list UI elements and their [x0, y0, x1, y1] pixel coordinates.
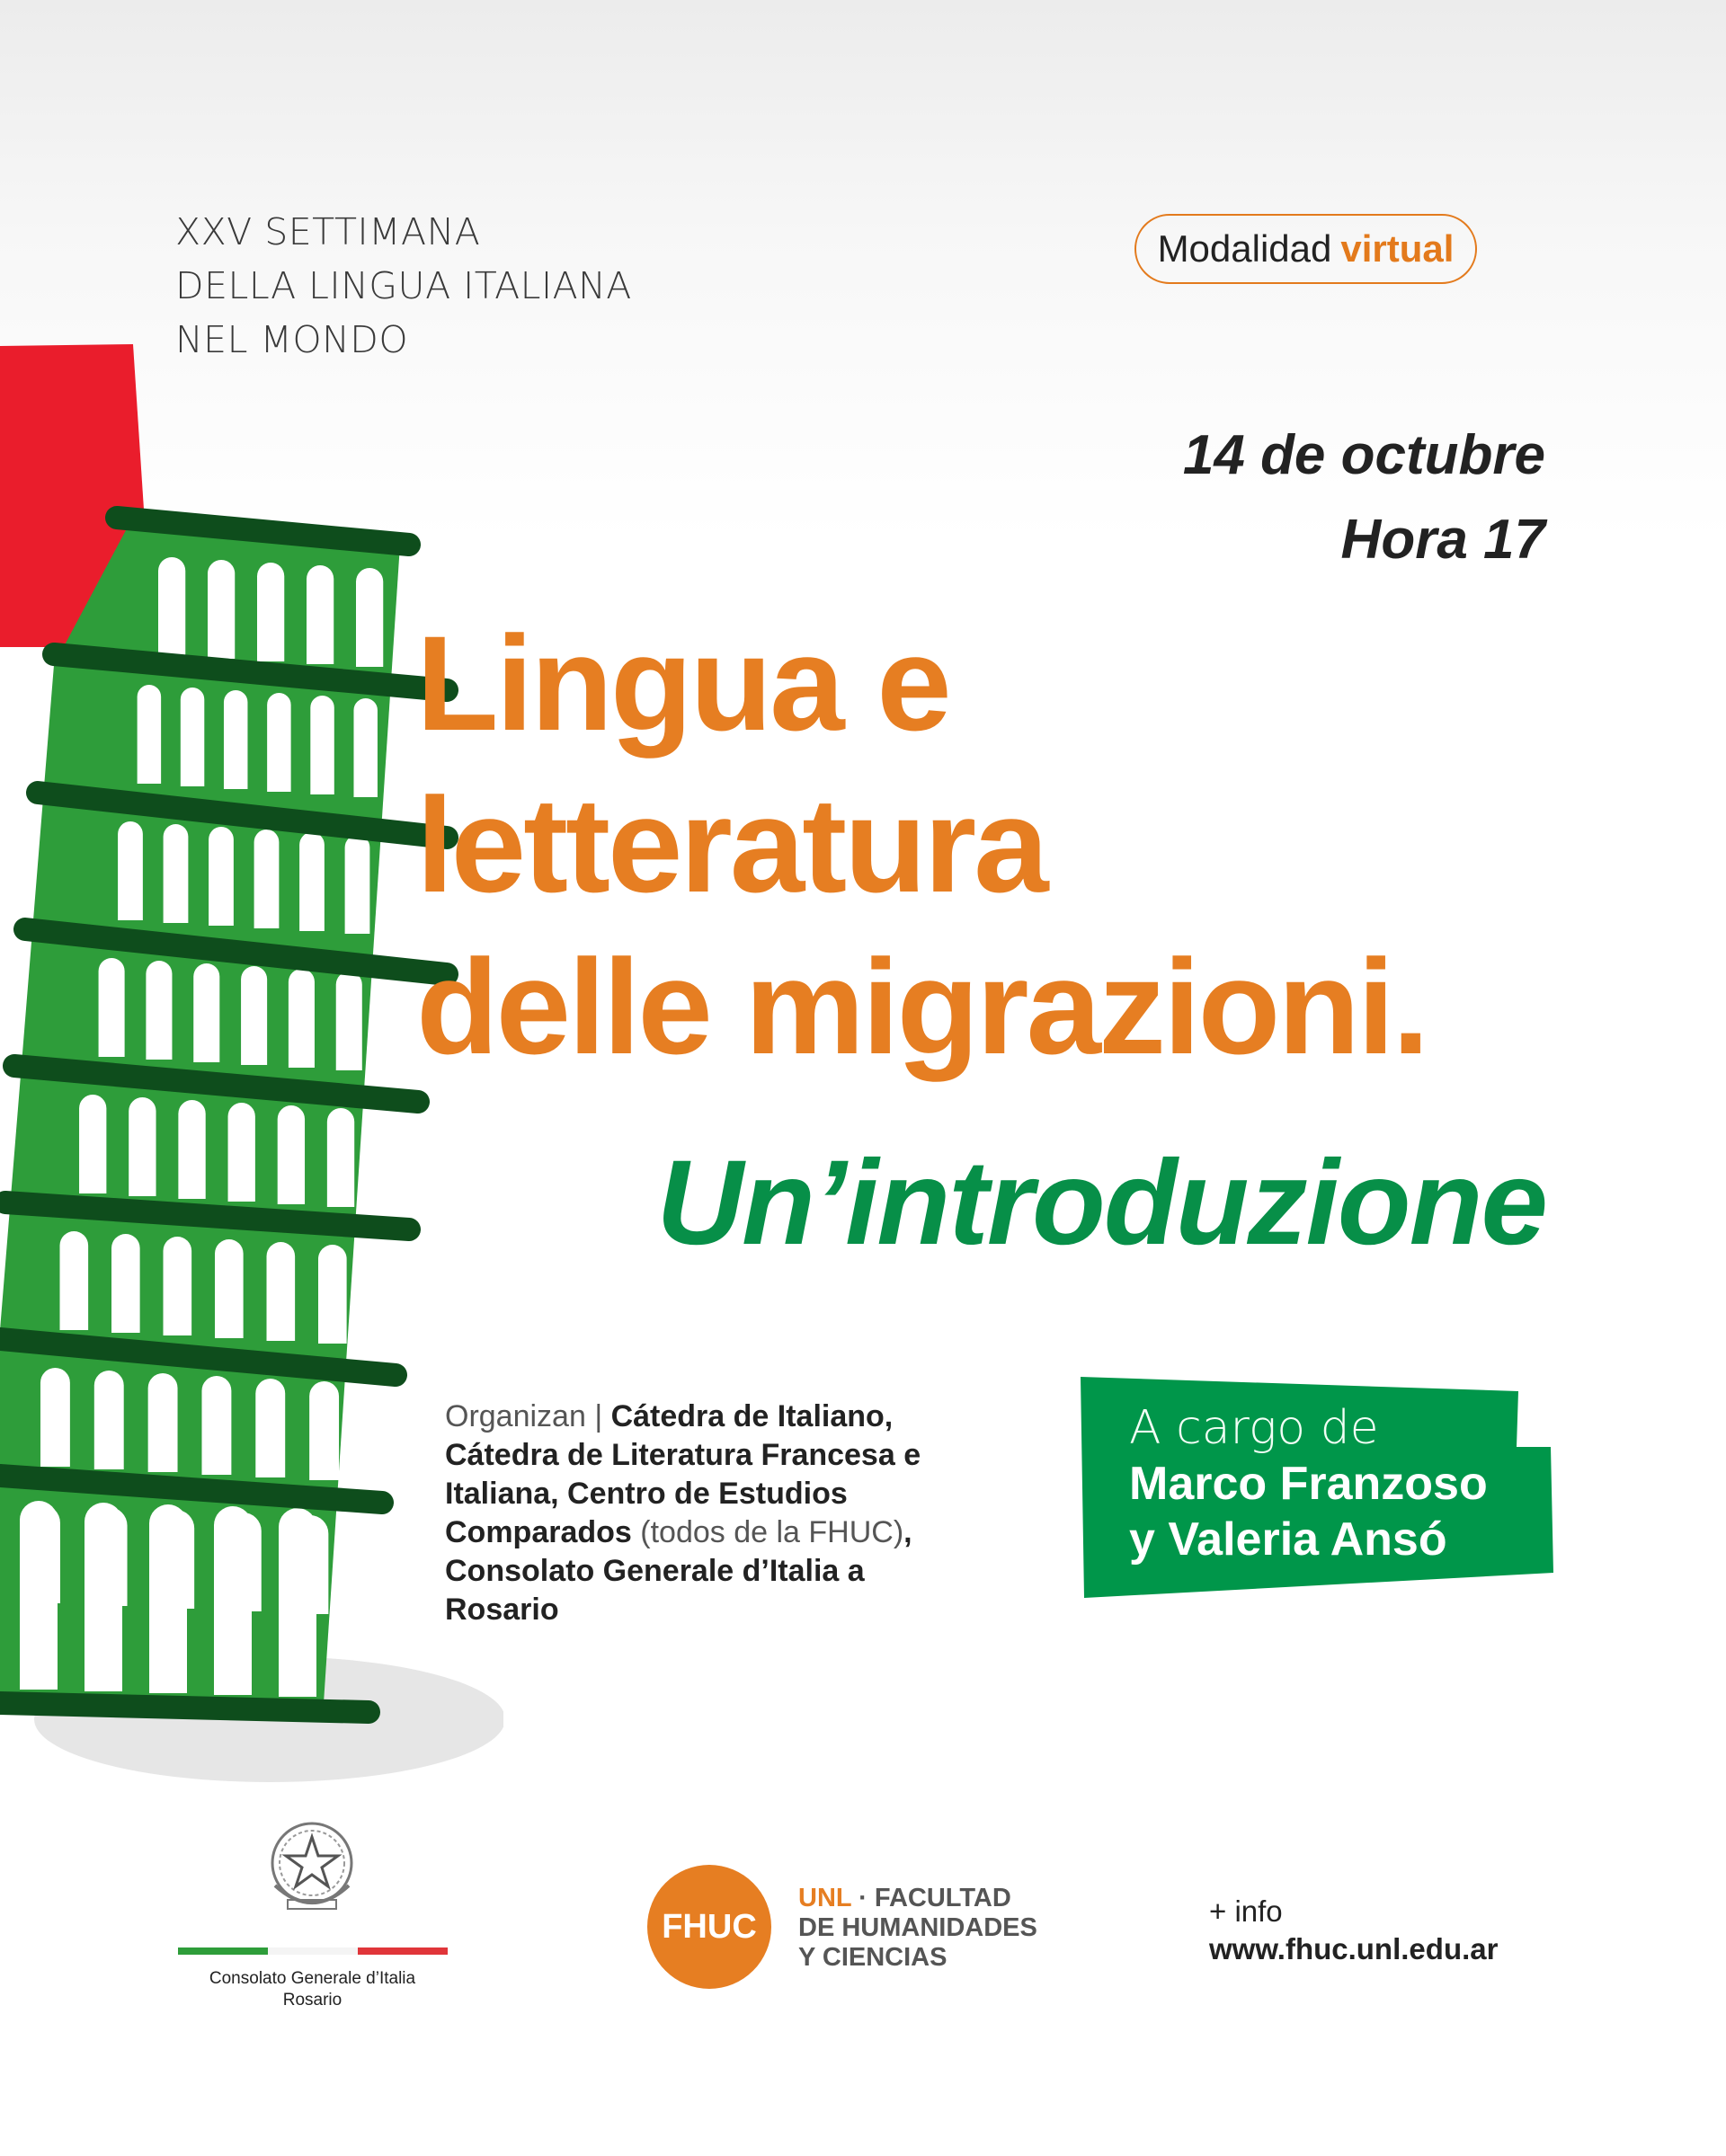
tower-arch: [85, 1503, 122, 1691]
faculty-name: [798, 1884, 1037, 1973]
consulate-line: Rosario: [282, 1991, 343, 2010]
organizers-part1: Cátedra de Italiano, Cátedra de Literatura Francesa e Italiana, Centro de Estudios Comparados: [445, 1399, 921, 1549]
tower-levels: [0, 518, 447, 1712]
tower-arch: [254, 830, 280, 928]
tower-arch: [310, 696, 334, 794]
event-datetime: [1183, 413, 1545, 582]
main-title: [416, 602, 1427, 1087]
tower-arch: [60, 1231, 89, 1330]
tower-arch: [138, 685, 161, 784]
title-line: delle migrazioni.: [416, 931, 1428, 1082]
modality-value: virtual: [1340, 227, 1455, 270]
speaker-text: [1129, 1400, 1488, 1567]
modality-prefix: Modalidad: [1157, 227, 1332, 270]
tower-arch: [118, 821, 143, 920]
speaker-label: A cargo de: [1129, 1401, 1379, 1455]
consulate-name: [171, 1968, 454, 2011]
info-label: + info: [1209, 1894, 1283, 1928]
tower-arch: [307, 565, 334, 664]
tower-arch: [336, 972, 362, 1070]
modality-badge: [1134, 214, 1477, 284]
tower-arch: [181, 688, 204, 786]
tower-arch: [299, 832, 325, 931]
tower-arch: [356, 568, 383, 667]
organizers-label: Organizan |: [445, 1399, 611, 1433]
tower-arch: [111, 1234, 140, 1333]
fhuc-logo: FHUC: [647, 1865, 771, 1989]
tower-arch: [278, 1105, 305, 1204]
tower-arch: [164, 1237, 192, 1335]
organizers-note: (todos de la FHUC): [631, 1515, 904, 1549]
tower-arch: [20, 1501, 58, 1690]
title-line: Lingua e: [416, 608, 949, 759]
speaker-name: y Valeria Ansó: [1129, 1513, 1447, 1566]
faculty-line: DE HUMANIDADES: [798, 1913, 1037, 1942]
event-date: 14 de octubre: [1182, 424, 1545, 486]
speaker-name: Marco Franzoso: [1129, 1458, 1488, 1510]
tower-arch: [255, 1379, 285, 1477]
tower-arch: [215, 1239, 244, 1338]
tower-arch: [267, 693, 290, 792]
tower-arch: [327, 1108, 354, 1207]
tower-arch: [201, 1376, 231, 1475]
tower-arch: [129, 1097, 156, 1196]
tower-arch: [146, 961, 172, 1060]
title-line: letteratura: [416, 769, 1046, 920]
tower-arch: [178, 1100, 205, 1199]
event-time: Hora 17: [1340, 509, 1545, 571]
tower-arch: [149, 1504, 187, 1693]
event-header-line: XXV SETTIMANA: [175, 210, 481, 253]
tower-arch: [279, 1508, 316, 1697]
tower-arch: [193, 963, 219, 1062]
more-info: [1209, 1893, 1498, 1968]
faculty-line: · FACULTAD: [859, 1884, 1011, 1912]
faculty-line: Y CIENCIAS: [798, 1943, 948, 1972]
tower-arch: [214, 1506, 252, 1695]
organizers-text: [445, 1397, 948, 1629]
tower-arch: [40, 1368, 70, 1467]
tower-arch: [257, 563, 284, 661]
tower-arch: [228, 1103, 255, 1202]
consulate-line: Consolato Generale d’Italia: [209, 1969, 416, 1988]
tower-arch: [209, 827, 234, 926]
subtitle: Un’introduzione: [656, 1136, 1546, 1270]
tower-arch: [267, 1242, 296, 1341]
tower-arch: [158, 557, 185, 656]
tower-arch: [353, 698, 377, 797]
tower-arch: [148, 1373, 178, 1472]
tower-arch: [208, 560, 235, 659]
tower-arch: [94, 1371, 124, 1469]
tower-arch: [241, 966, 267, 1065]
unl-label: UNL: [798, 1884, 852, 1912]
info-url: www.fhuc.unl.edu.ar: [1209, 1932, 1499, 1965]
tower-band: [0, 1703, 369, 1712]
tower-arch: [99, 958, 125, 1057]
event-header: [175, 205, 632, 367]
tower-arch: [309, 1381, 339, 1480]
event-header-line: NEL MONDO: [175, 318, 409, 361]
tower-arch: [79, 1095, 106, 1193]
organizers-part2: , Consolato Generale d’Italia a Rosario: [445, 1515, 912, 1627]
tower-arch: [345, 835, 370, 934]
tower-arch: [224, 690, 247, 789]
tower-arch: [164, 824, 189, 923]
italian-republic-emblem-icon: [262, 1814, 361, 1921]
event-header-line: DELLA LINGUA ITALIANA: [175, 264, 632, 307]
tower-arch: [289, 969, 315, 1068]
tower-arch: [318, 1245, 347, 1344]
italian-flag-line: [178, 1947, 448, 1955]
